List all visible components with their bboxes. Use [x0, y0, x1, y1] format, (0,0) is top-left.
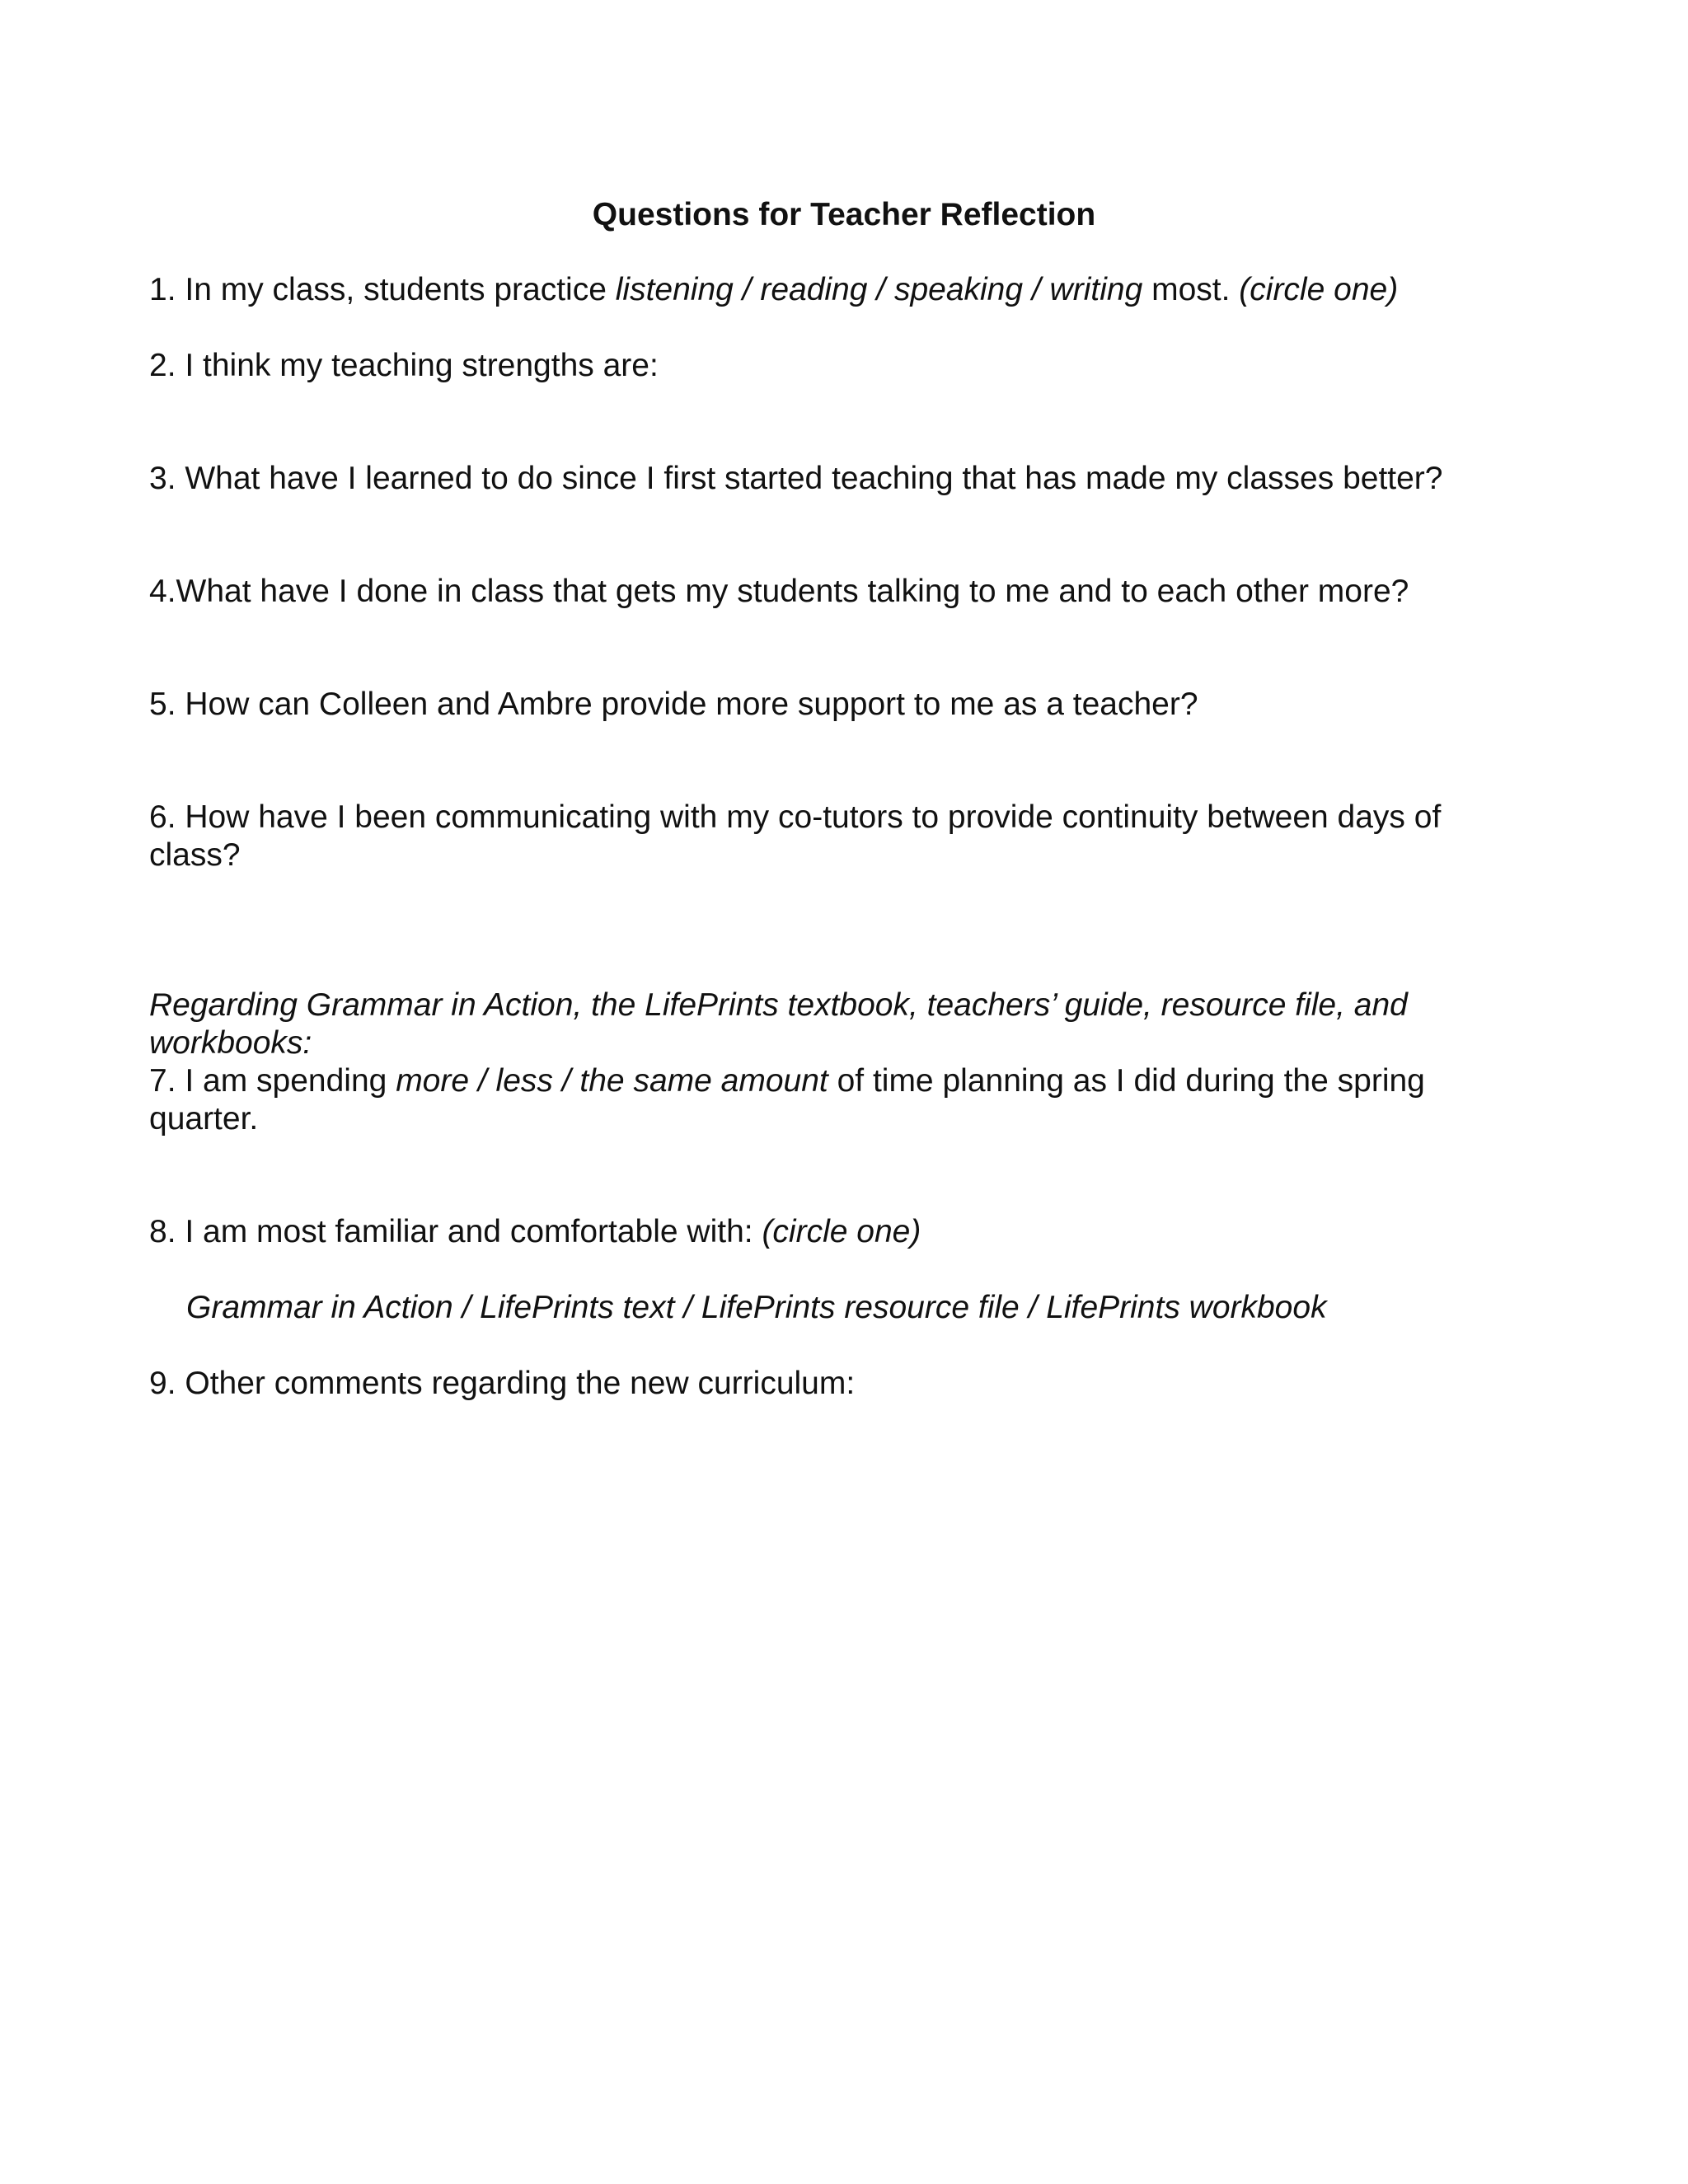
- question-8-instruction: (circle one): [762, 1214, 921, 1249]
- question-1-instruction: (circle one): [1239, 272, 1399, 307]
- question-4: 4.What have I done in class that gets my students talking to me and to each other more?: [149, 574, 1409, 609]
- page-title: Questions for Teacher Reflection: [592, 197, 1096, 232]
- question-3: 3. What have I learned to do since I first started teaching that has made my classes better?: [149, 461, 1443, 496]
- regarding-line-2: workbooks:: [149, 1025, 312, 1061]
- question-7-lead: 7. I am spending: [149, 1063, 396, 1099]
- question-7-tail: of time planning as I did during the spring: [828, 1063, 1425, 1099]
- question-1-choices: listening / reading / speaking / writing: [615, 272, 1143, 307]
- question-9: 9. Other comments regarding the new curriculum:: [149, 1366, 856, 1401]
- question-5: 5. How can Colleen and Ambre provide more support to me as a teacher?: [149, 687, 1198, 722]
- question-6-line-2: class?: [149, 837, 241, 873]
- question-8-choices: Grammar in Action / LifePrints text / LifePrints resource file / LifePrints workbook: [186, 1290, 1327, 1325]
- question-7-choices: more / less / the same amount: [396, 1063, 828, 1099]
- question-1: [149, 271, 1398, 309]
- question-8-lead: 8. I am most familiar and comfortable with:: [149, 1214, 762, 1249]
- question-2: 2. I think my teaching strengths are:: [149, 348, 659, 383]
- regarding-line-1: Regarding Grammar in Action, the LifePrints textbook, teachers’ guide, resource file, and: [149, 987, 1408, 1023]
- question-6-line-1: 6. How have I been communicating with my co-tutors to provide continuity between days of: [149, 799, 1442, 835]
- question-7-line-1: [149, 1062, 1425, 1100]
- question-1-lead: 1. In my class, students practice: [149, 272, 616, 307]
- question-7-line-2: quarter.: [149, 1101, 259, 1137]
- question-8: [149, 1213, 921, 1251]
- question-1-tail: most.: [1142, 272, 1240, 307]
